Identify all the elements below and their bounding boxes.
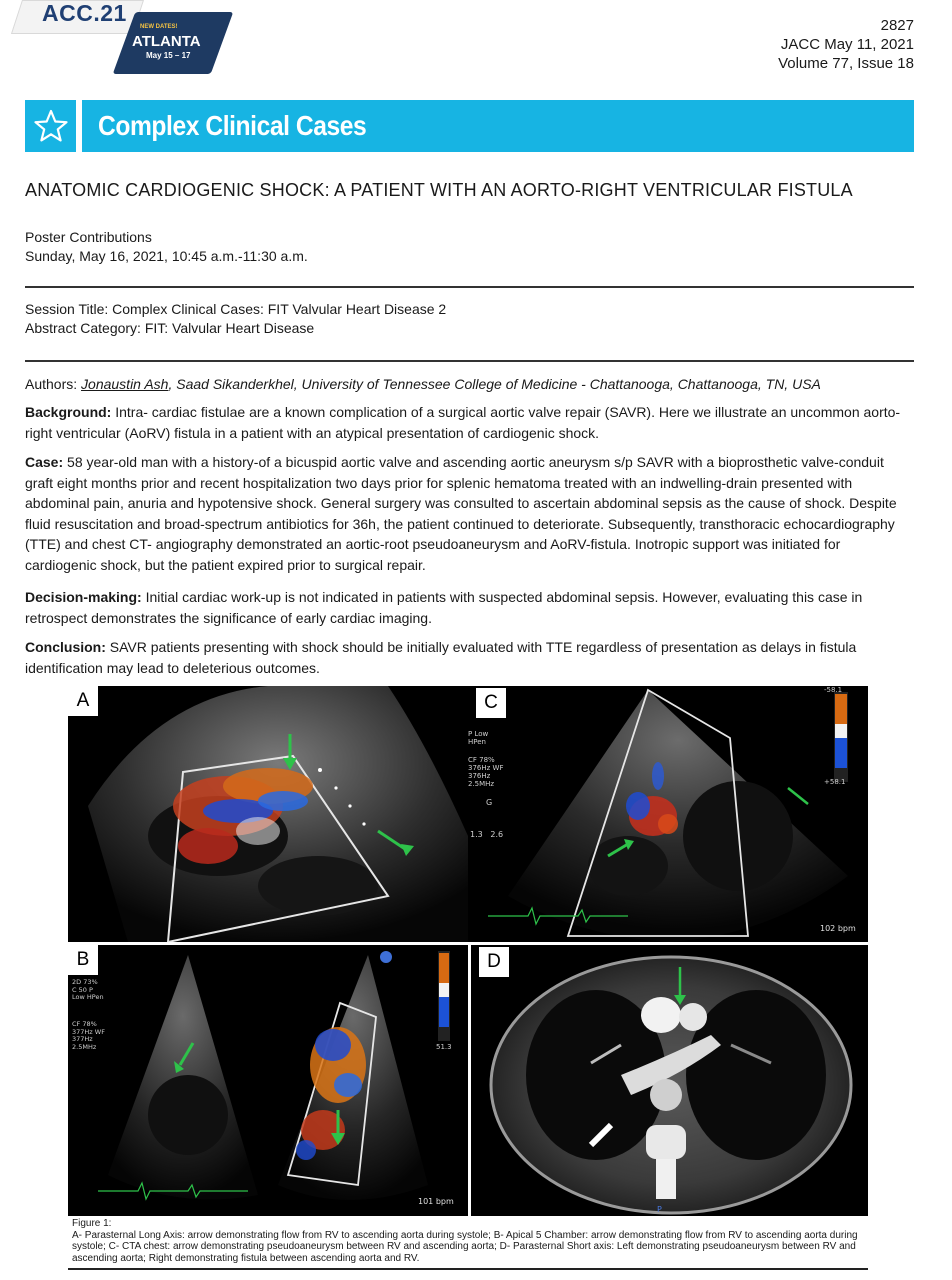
panel-d-label: D	[479, 947, 509, 977]
panel-d-marker: P	[657, 1205, 662, 1214]
session-title: Session Title: Complex Clinical Cases: FIT Valvular Heart Disease 2	[25, 301, 447, 317]
panel-c-scale-top: -58.1	[824, 686, 843, 694]
conclusion-text: SAVR patients presenting with shock should be initially evaluated with TTE regardless of presentation as delays in fistula identification may lead to deleterious outcomes.	[25, 639, 857, 676]
figure-caption	[72, 1218, 872, 1264]
panel-c-echo-image	[468, 686, 868, 942]
decision-paragraph	[25, 587, 915, 628]
panel-c-scale-bottom: +58.1	[824, 778, 846, 786]
conclusion-label: Conclusion:	[25, 639, 106, 655]
panel-c-label: C	[476, 688, 506, 718]
panel-a-label: A	[68, 686, 98, 716]
panel-b-label: B	[68, 945, 98, 975]
conclusion-paragraph	[25, 637, 915, 678]
panel-c-cf-text: CF 78% 376Hz WF 376Hz 2.5MHz	[468, 756, 504, 788]
logo-new-dates: NEW DATES!	[140, 24, 178, 30]
panel-b-cf-text: CF 78% 377Hz WF 377Hz 2.5MHz	[72, 1020, 105, 1051]
figure-1	[68, 686, 868, 1216]
section-title: Complex Clinical Cases	[98, 110, 367, 141]
star-icon	[25, 100, 76, 152]
panel-c-g-text: G	[486, 798, 493, 807]
first-author: Jonaustin Ash	[81, 376, 169, 392]
acc21-logo	[22, 0, 222, 78]
background-paragraph	[25, 402, 915, 443]
divider	[25, 360, 914, 362]
abstract-category: Abstract Category: FIT: Valvular Heart Disease	[25, 320, 315, 336]
decision-label: Decision-making:	[25, 589, 142, 605]
panel-d-ct-image	[471, 945, 868, 1216]
logo-dates: May 15 – 17	[146, 51, 191, 60]
session-time: Sunday, May 16, 2021, 10:45 a.m.-11:30 a.m.	[25, 248, 308, 264]
panel-b-echo-image	[68, 945, 468, 1216]
panel-a-echo-image	[68, 686, 468, 942]
presentation-info	[25, 228, 308, 266]
panel-b-mode-text: 2D 73% C 50 P Low HPen	[72, 978, 104, 1001]
authors-line	[25, 374, 915, 395]
section-banner	[82, 100, 914, 152]
panel-c-heart-rate: 102 bpm	[820, 924, 856, 933]
article-title: ANATOMIC CARDIOGENIC SHOCK: A PATIENT WITH AN AORTO-RIGHT VENTRICULAR FISTULA	[25, 180, 853, 200]
volume-issue: Volume 77, Issue 18	[778, 55, 914, 72]
journal-info	[778, 16, 914, 73]
other-authors: , Saad Sikanderkhel, University of Tennessee College of Medicine - Chattanooga, Chattanooga, TN, USA	[168, 376, 821, 392]
case-paragraph	[25, 452, 915, 575]
logo-city: ATLANTA	[132, 33, 201, 50]
page-number: 2827	[880, 17, 914, 34]
background-label: Background:	[25, 404, 112, 420]
issue-date: JACC May 11, 2021	[780, 36, 914, 53]
caption-title: Figure 1:	[72, 1218, 112, 1229]
divider	[25, 286, 914, 288]
panel-b-heart-rate: 101 bpm	[418, 1197, 454, 1206]
presentation-type: Poster Contributions	[25, 229, 152, 245]
decision-text: Initial cardiac work-up is not indicated in patients with suspected abdominal sepsis. However, evaluating this case in retrospect demonstrates the significance of early cardiac imaging.	[25, 589, 863, 626]
caption-rule	[68, 1268, 868, 1270]
session-info	[25, 300, 446, 338]
case-text: 58 year-old man with a history-of a bicuspid aortic valve and ascending aortic aneurysm s/p SAVR with a bioprosthetic valve-conduit graft eight months prior and recent hospitalization two days prior for splenic hematoma treated with an indwelling-drain presented with abdominal pain, anuria and hypotensive shock. General surgery was consulted to ascertain abdominal sepsis as the cause of shock. Despite fluid resuscitation and broad-spectrum antibiotics for 36h, the patient continued to deteriorate. Subsequently, transthoracic echocardiography (TTE) and chest CT- angiography demonstrated an aortic-root pseudoaneurysm and AoRV-fistula. Inotropic support was initiated for cardiogenic shock, but the patient expired prior to surgical repair.	[25, 454, 897, 573]
logo-acc-text: ACC.21	[42, 0, 127, 26]
authors-label: Authors:	[25, 376, 82, 392]
panel-c-numbers: 1.3 2.6	[470, 830, 504, 839]
background-text: Intra- cardiac fistulae are a known complication of a surgical aortic valve repair (SAVR). Here we illustrate an uncommon aorto-right ventricular (AoRV) fistula in a patient with an atypical presentation of cardiogenic shock.	[25, 404, 901, 441]
caption-text: A- Parasternal Long Axis: arrow demonstrating flow from RV to ascending aorta during systole; B- Apical 5 Chamber: arrow demonstrating flow from RV to ascending aorta during systole; C- CTA chest: arrow demonstrating pseudoaneurysm between RV and ascending aorta; D- Parasternal Short axis: Left demonstrating pseudoaneurysm between RV and ascending aorta; Right demonstrating fistula between ascending aorta and RV.	[72, 1229, 858, 1264]
case-label: Case:	[25, 454, 64, 470]
panel-b-scale: 51.3	[436, 1043, 452, 1051]
panel-c-mode-text: P Low HPen	[468, 730, 489, 746]
